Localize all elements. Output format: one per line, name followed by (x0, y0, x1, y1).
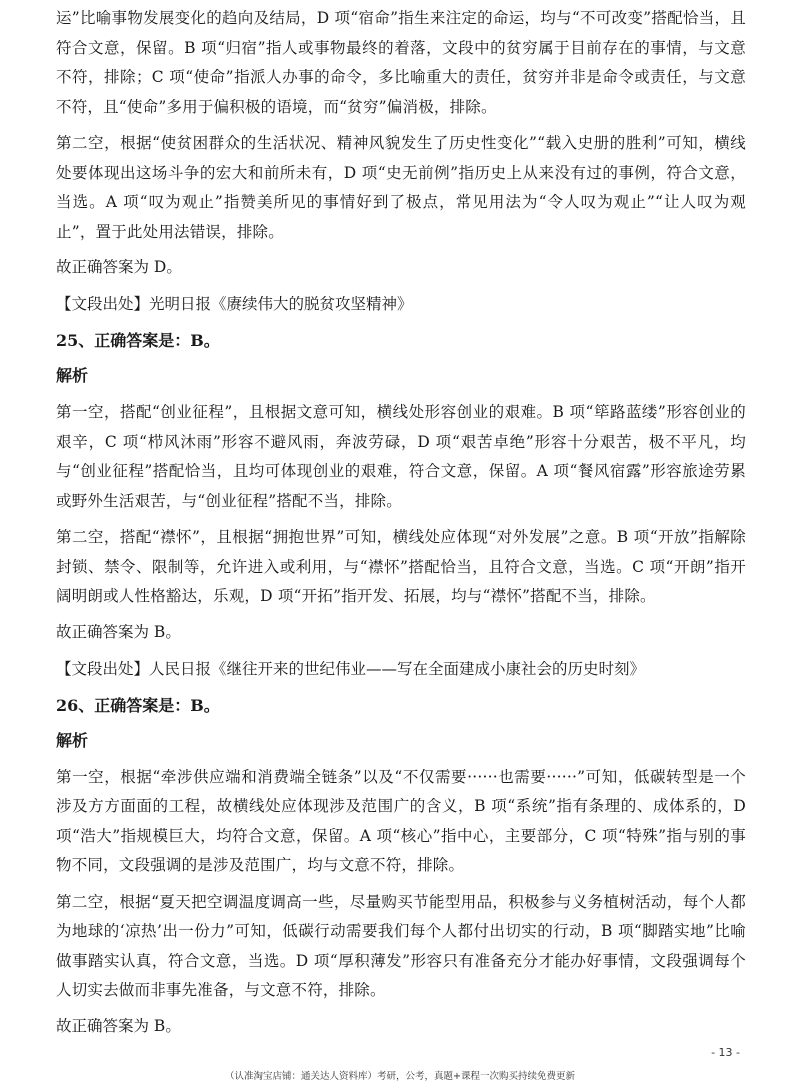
q25-explanation-first-blank: 第一空，搭配“创业征程”，且根据文意可知，横线处形容创业的艰难。B 项“筚路蓝缕”形容创业的艰辛，C 项“栉风沐雨”形容不避风雨，奔波劳碌，D 项“艰苦卓绝”形容十分艰苦，极不平凡，均与“创业征程”搭配恰当，且均可体现创业的艰难，符合文意，保留。A 项“餐风宿露”形容旅途劳累或野外生活艰苦，与“创业征程”搭配不当，排除。 (56, 403, 746, 510)
q26-analysis-label: 解析 (56, 730, 89, 750)
q25-analysis-label: 解析 (56, 366, 89, 385)
q26-answer-conclusion: 故正确答案为 B。 (56, 1016, 181, 1035)
q25-source: 【文段出处】人民日报《继往开来的世纪伟业——写在全面建成小康社会的历史时刻》 (56, 659, 646, 678)
page-number: - 13 - (711, 1046, 740, 1059)
q26-explanation-first-blank: 第一空，根据“牵涉供应端和消费端全链条”以及“不仅需要······也需要······”可知，低碳转型是一个涉及方方面面的工程，故横线处应体现涉及范围广的含义，B 项“系统”指有条理的、成体系的，D 项“浩大”指规模巨大，均符合文意，保留。A 项“核心”指中心，主要部分，C 项“特殊”指与别的事物不同，文段强调的是涉及范围广，均与文意不符，排除。 (56, 767, 746, 874)
q25-answer-conclusion: 故正确答案为 B。 (56, 622, 181, 641)
q26-heading: 26、正确答案是：B。 (56, 695, 220, 715)
q25-heading: 25、正确答案是：B。 (56, 331, 220, 350)
footer-note: （认准淘宝店铺：通关达人资料库）考研，公考，真题+课程一次购买持续免费更新 (225, 1071, 575, 1082)
q24-explanation-first-blank-tail: 运”比喻事物发展变化的趋向及结局，D 项“宿命”指生来注定的命运，均与“不可改变”搭配恰当，且符合文意，保留。B 项“归宿”指人或事物最终的着落，文段中的贫穷属于目前存在的事情，与文意不符，排除；C 项“使命”指派人办事的命令，多比喻重大的责任，贫穷并非是命令或责任，与文意不符，且“使命”多用于偏积极的语境，而“贫穷”偏消极，排除。 (56, 9, 746, 116)
document-page (56, 4, 746, 1050)
q26-explanation-second-blank: 第二空，根据“夏天把空调温度调高一些，尽量购买节能型用品，积极参与义务植树活动，每个人都为地球的‘凉热’出一份力”可知，低碳行动需要我们每个人都付出切实的行动，B 项“脚踏实地”比喻做事踏实认真，符合文意，当选。D 项“厚积薄发”形容只有准备充分才能办好事情，文段强调每个人切实去做而非事先准备，与文意不符，排除。 (56, 892, 746, 999)
q24-answer-conclusion: 故正确答案为 D。 (56, 258, 182, 276)
q25-explanation-second-blank: 第二空，搭配“襟怀”，且根据“拥抱世界”可知，横线处应体现“对外发展”之意。B 项“开放”指解除封锁、禁令、限制等，允许进入或利用，与“襟怀”搭配恰当，且符合文意，当选。C 项“开朗”指开阔明朗或人性格豁达，乐观，D 项“开拓”指开发、拓展，均与“襟怀”搭配不当，排除。 (56, 528, 746, 605)
q24-explanation-second-blank: 第二空，根据“使贫困群众的生活状况、精神风貌发生了历史性变化”“载入史册的胜利”可知，横线处要体现出这场斗争的宏大和前所未有，D 项“史无前例”指历史上从来没有过的事例，符合文意，当选。A 项“叹为观止”指赞美所见的事情好到了极点，常见用法为“令人叹为观止”“让人叹为观止”，置于此处用法错误，排除。 (56, 134, 746, 241)
q24-source: 【文段出处】光明日报《赓续伟大的脱贫攻坚精神》 (56, 295, 413, 313)
